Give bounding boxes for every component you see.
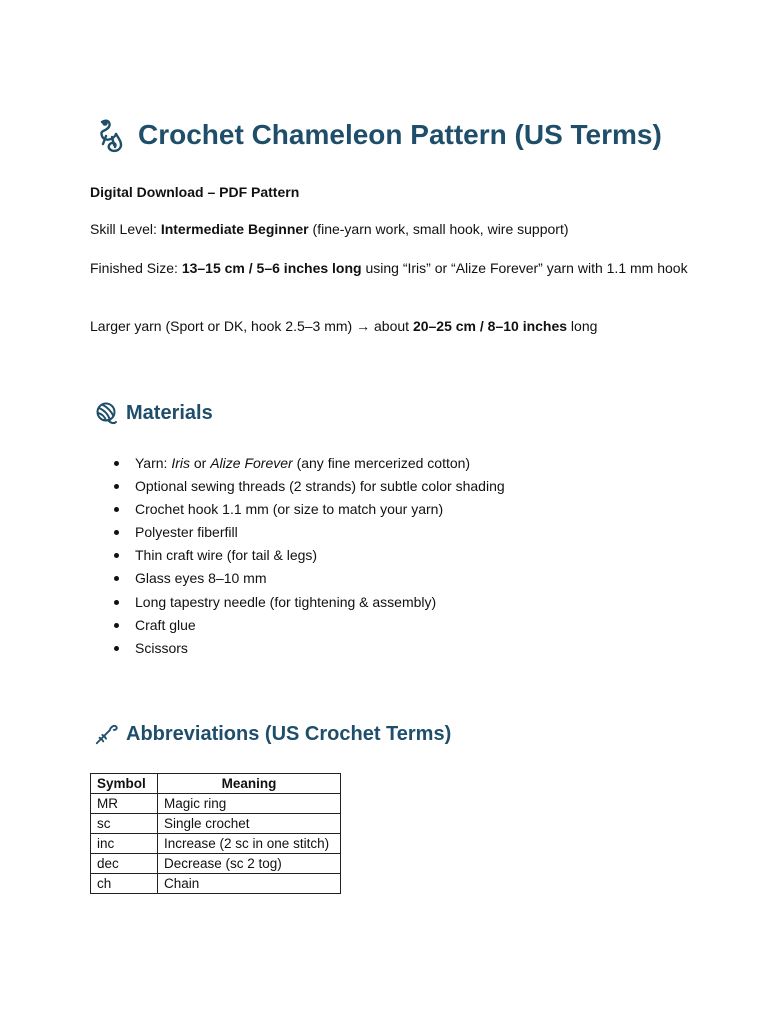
materials-heading-text: Materials [126, 401, 213, 424]
yarn-brand-alize: Alize Forever [210, 455, 293, 471]
table-row [91, 794, 341, 814]
symbol-cell: ch [91, 874, 158, 894]
list-item: Glass eyes 8–10 mm [108, 567, 505, 590]
abbreviations-table [90, 773, 341, 894]
chameleon-icon [94, 116, 128, 154]
page-title-text: Crochet Chameleon Pattern (US Terms) [138, 119, 662, 150]
yarn-suffix: (any fine mercerized cotton) [292, 455, 471, 471]
abbreviations-heading [94, 721, 451, 747]
list-item [108, 452, 505, 475]
size-value: 13–15 cm / 5–6 inches long [181, 260, 362, 276]
skill-note: (fine-yarn work, small hook, wire support) [308, 221, 569, 237]
crochet-hook-icon [94, 721, 118, 747]
larger-suffix: long [567, 318, 598, 334]
yarn-prefix: Yarn: [135, 455, 172, 471]
size-label: Finished Size: [90, 260, 182, 276]
larger-value: 20–25 cm / 8–10 inches [412, 318, 568, 334]
table-row [91, 814, 341, 834]
skill-value: Intermediate Beginner [160, 221, 309, 237]
list-item: Crochet hook 1.1 mm (or size to match your yarn) [108, 498, 505, 521]
list-item: Thin craft wire (for tail & legs) [108, 544, 505, 567]
list-item: Optional sewing threads (2 strands) for subtle color shading [108, 475, 505, 498]
symbol-cell: dec [91, 854, 158, 874]
table-row [91, 874, 341, 894]
yarn-mid: or [189, 455, 211, 471]
symbol-cell: inc [91, 834, 158, 854]
symbol-cell: MR [91, 794, 158, 814]
column-header-symbol: Symbol [91, 774, 158, 794]
yarn-ball-icon [94, 400, 118, 426]
meaning-cell: Decrease (sc 2 tog) [158, 854, 341, 874]
meaning-cell: Magic ring [158, 794, 341, 814]
table-header-row [91, 774, 341, 794]
table-row [91, 854, 341, 874]
symbol-cell: sc [91, 814, 158, 834]
list-item: Polyester fiberfill [108, 521, 505, 544]
skill-label: Skill Level: [90, 221, 161, 237]
list-item: Long tapestry needle (for tightening & assembly) [108, 591, 505, 614]
larger-prefix: Larger yarn (Sport or DK, hook 2.5–3 mm) → about [90, 318, 413, 334]
meaning-cell: Single crochet [158, 814, 341, 834]
skill-level [90, 219, 569, 240]
column-header-meaning: Meaning [158, 774, 341, 794]
abbreviations-heading-text: Abbreviations (US Crochet Terms) [126, 722, 452, 745]
list-item: Craft glue [108, 614, 505, 637]
yarn-brand-iris: Iris [171, 455, 190, 471]
subtitle-text: Digital Download – PDF Pattern [90, 184, 300, 200]
table-row [91, 834, 341, 854]
meaning-cell: Chain [158, 874, 341, 894]
finished-size [90, 258, 690, 279]
larger-yarn [90, 316, 597, 337]
materials-heading [94, 400, 213, 426]
materials-list [108, 452, 505, 660]
subtitle [90, 182, 299, 203]
size-note: using “Iris” or “Alize Forever” yarn with 1.1 mm hook [361, 260, 688, 276]
list-item: Scissors [108, 637, 505, 660]
page-title [94, 116, 662, 154]
meaning-cell: Increase (2 sc in one stitch) [158, 834, 341, 854]
